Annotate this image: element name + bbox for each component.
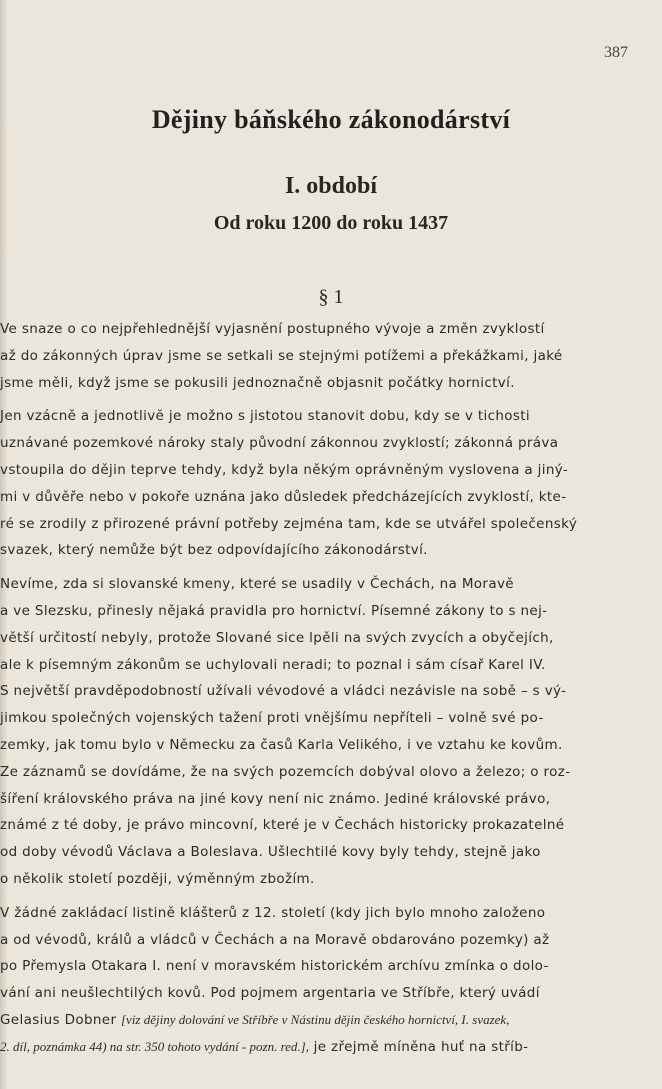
section-subtitle: Od roku 1200 do roku 1437 <box>213 212 449 234</box>
text-line: a od vévodů, králů a vládců v Čechách a na Moravě obdarováno pozemky) až <box>0 931 550 948</box>
editor-note: 2. díl, poznámka 44) na str. 350 tohoto vydání - pozn. red.], <box>0 1038 309 1054</box>
text-line: o několik století později, výměnným zbožím. <box>0 870 315 887</box>
text-line: vstoupila do dějin teprve tehdy, když byla někým oprávněným vyslovena a jiný- <box>0 461 569 478</box>
text-line: ré se zrodily z přirozené právní potřeby zejména tam, kde se utvářel společenský <box>0 515 578 532</box>
text-line: Nevíme, zda si slovanské kmeny, které se usadily v Čechách, na Moravě <box>0 576 514 593</box>
body-text <box>0 316 648 1061</box>
text-line: ale k písemným zákonům se uchylovali neradi; to poznal i sám císař Karel IV. <box>0 656 546 673</box>
text-line: S největší pravděpodobností užívali vévodové a vládci nezávisle na sobě – s vý- <box>0 683 567 700</box>
text-line: po Přemysla Otakara I. není v moravském historickém archívu zmínka o dolo- <box>0 958 549 975</box>
paragraph-mark: § 1 <box>318 286 344 308</box>
text-line: vání ani neušlechtilých kovů. Pod pojmem argentaria ve Stříbře, který uvádí <box>0 985 540 1002</box>
section-label: I. období <box>284 173 378 199</box>
text-line-with-note <box>0 1034 648 1061</box>
text-line: Ve snaze o co nejpřehlednější vyjasnění postupného vývoje a změn zvyklostí <box>0 321 545 337</box>
text-line: Ze záznamů se dovídáme, že na svých pozemcích dobýval olovo a železo; o roz- <box>0 763 571 780</box>
text-line: zemky, jak tomu bylo v Německu za časů Karla Velikého, i ve vztahu ke kovům. <box>0 736 563 753</box>
text-line: známé z té doby, je právo mincovní, které je v Čechách historicky prokazatelné <box>0 817 565 834</box>
text-line: od doby vévodů Václava a Boleslava. Ušlechtilé kovy byly tehdy, stejně jako <box>0 844 541 861</box>
text-line-with-note <box>0 1007 648 1034</box>
text-line: jsme měli, když jsme se pokusili jednoznačně objasnit počátky hornictví. <box>0 374 515 391</box>
text-fragment: je zřejmě míněna huť na stříb- <box>308 1038 529 1055</box>
editor-note: [viz dějiny dolování ve Stříbře v Nástinu dějin českého hornictví, I. svazek, <box>120 1011 510 1027</box>
chapter-title: Dějiny báňského zákonodárství <box>151 105 511 134</box>
text-line: až do zákonných úprav jsme se setkali se stejnými potížemi a překážkami, jaké <box>0 347 563 364</box>
text-line: Jen vzácně a jednotlivě je možno s jistotou stanovit dobu, kdy se v tichosti <box>0 408 531 425</box>
text-line: V žádné zakládací listině klášterů z 12. století (kdy jich bylo mnoho založeno <box>0 904 546 921</box>
text-line: uznávané pozemkové nároky staly původní zákonnou zvyklostí; zákonná práva <box>0 435 559 452</box>
text-line: větší určitostí nebyly, protože Slované sice lpěli na svých zvycích a obyčejích, <box>0 629 554 646</box>
text-line: jimkou společných vojenských tažení proti vnějšímu nepříteli – volně své po- <box>0 710 544 727</box>
text-line: šíření královského práva na jiné kovy není nic známo. Jediné královské právo, <box>0 790 551 807</box>
text-line: svazek, který nemůže být bez odpovídajícího zákonodárství. <box>0 542 428 559</box>
text-fragment: Gelasius Dobner <box>0 1011 121 1028</box>
text-line: mi v důvěře nebo v pokoře uznána jako důsledek předcházejících zvyklostí, kte- <box>0 488 567 505</box>
text-line: a ve Slezsku, přinesly nějaká pravidla pro hornictví. Písemné zákony to s nej- <box>0 602 548 619</box>
page-number: 387 <box>604 44 628 61</box>
